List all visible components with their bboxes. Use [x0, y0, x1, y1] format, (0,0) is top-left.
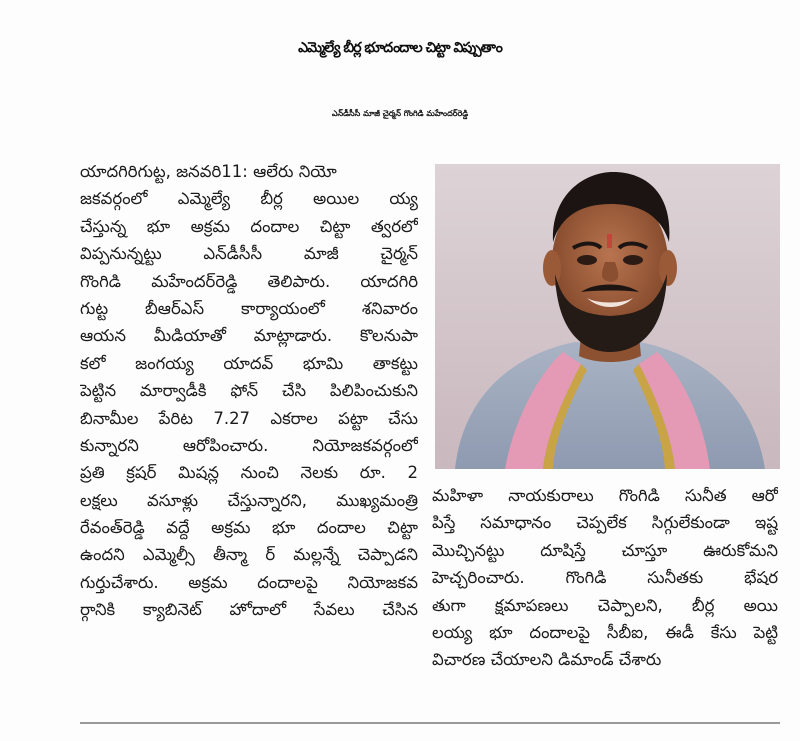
portrait-photo	[435, 164, 780, 469]
body-line: మహిళా నాయకురాలు గొంగిడి సునీత ఆరో	[432, 486, 778, 505]
body-line: గుర్తుచేశారు. అక్రమ దందాలపై నియోజకవ	[80, 572, 418, 592]
subheadline: ఎన్‌డీసీసీ మాజీ చైర్మన్ గొంగిడి మహేందర్‌రెడ్డి	[331, 109, 469, 118]
body-line: తుగా క్షమాపణలు చెప్పాలని, బీర్ల అయి	[432, 595, 778, 615]
bottom-divider	[80, 722, 780, 724]
body-line: విప్పనున్నట్టు ఎన్‌డీసీసీ మాజీ చైర్మన్	[80, 244, 418, 264]
body-line: చేస్తున్న భూ అక్రమ దందాల చిట్టా త్వరలో	[80, 216, 418, 236]
body-line: గొంగిడి మహేందర్‌రెడ్డి తెలిపారు. యాదగిరి	[80, 271, 418, 291]
body-line: ర్గానికి క్యాబినెట్ హోదాలో సేవలు చేసిన	[80, 600, 418, 620]
portrait-illustration	[435, 164, 780, 469]
headline: ఎమ్మెల్యే బీర్ల భూదందాల చిట్టా విప్పుతాం	[298, 40, 502, 56]
body-line: బినామీల పేరిట 7.27 ఎకరాల పట్టా చేసు	[80, 408, 418, 428]
body-line: ఆయన మీడియాతో మాట్లాడారు. కొలనుపా	[80, 326, 418, 346]
body-line: పెట్టిన మార్వాడీకి ఫోన్ చేసి పిలిపించుకుని	[80, 381, 418, 401]
body-line: రేవంత్‌రెడ్డి వద్దే అక్రమ భూ దందాల చిట్టా	[80, 518, 418, 538]
body-line: ఉందని ఎమ్మెల్సీ తీన్మా ర్ మల్లన్నే చెప్పాడని	[80, 545, 418, 565]
body-line: హెచ్చరించారు. గొంగిడి సునీతకు భేషర	[432, 568, 778, 588]
body-line: ప్రతి క్రషర్ మిషన్ల నుంచి నెలకు రూ. 2	[80, 463, 418, 483]
body-line: పిస్తే సమాధానం చెప్పలేక సిగ్గులేకుండా ఇష్ట	[432, 513, 778, 533]
body-line: జకవర్గంలో ఎమ్మెల్యే బీర్ల అయిల య్య	[80, 189, 418, 209]
body-line: కున్నారని ఆరోపించారు. నియోజకవర్గంలో	[80, 435, 418, 455]
body-line: లయ్య భూ దందాలపై సీబీఐ, ఈడీ కేసు పెట్టి	[432, 622, 778, 642]
body-line: లక్షలు వసూళ్లు చేస్తున్నారని, ముఖ్యమంత్రి	[80, 490, 418, 510]
article-body-left-column	[80, 158, 418, 706]
body-line: గుట్ట బీఆర్‌ఎస్ కార్యాయంలో శనివారం	[80, 298, 418, 318]
body-line: మొచ్చినట్టు దూషిస్తే చూస్తూ ఊరుకోమని	[432, 540, 778, 560]
body-line: యాదగిరిగుట్ట, జనవరి11: ఆలేరు నియో	[80, 162, 337, 181]
article-body-right-column	[432, 482, 778, 706]
body-line: కలో జంగయ్య యాదవ్ భూమి తాకట్టు	[80, 353, 418, 373]
body-line: విచారణ చేయాలని డిమాండ్ చేశారు	[432, 650, 662, 670]
